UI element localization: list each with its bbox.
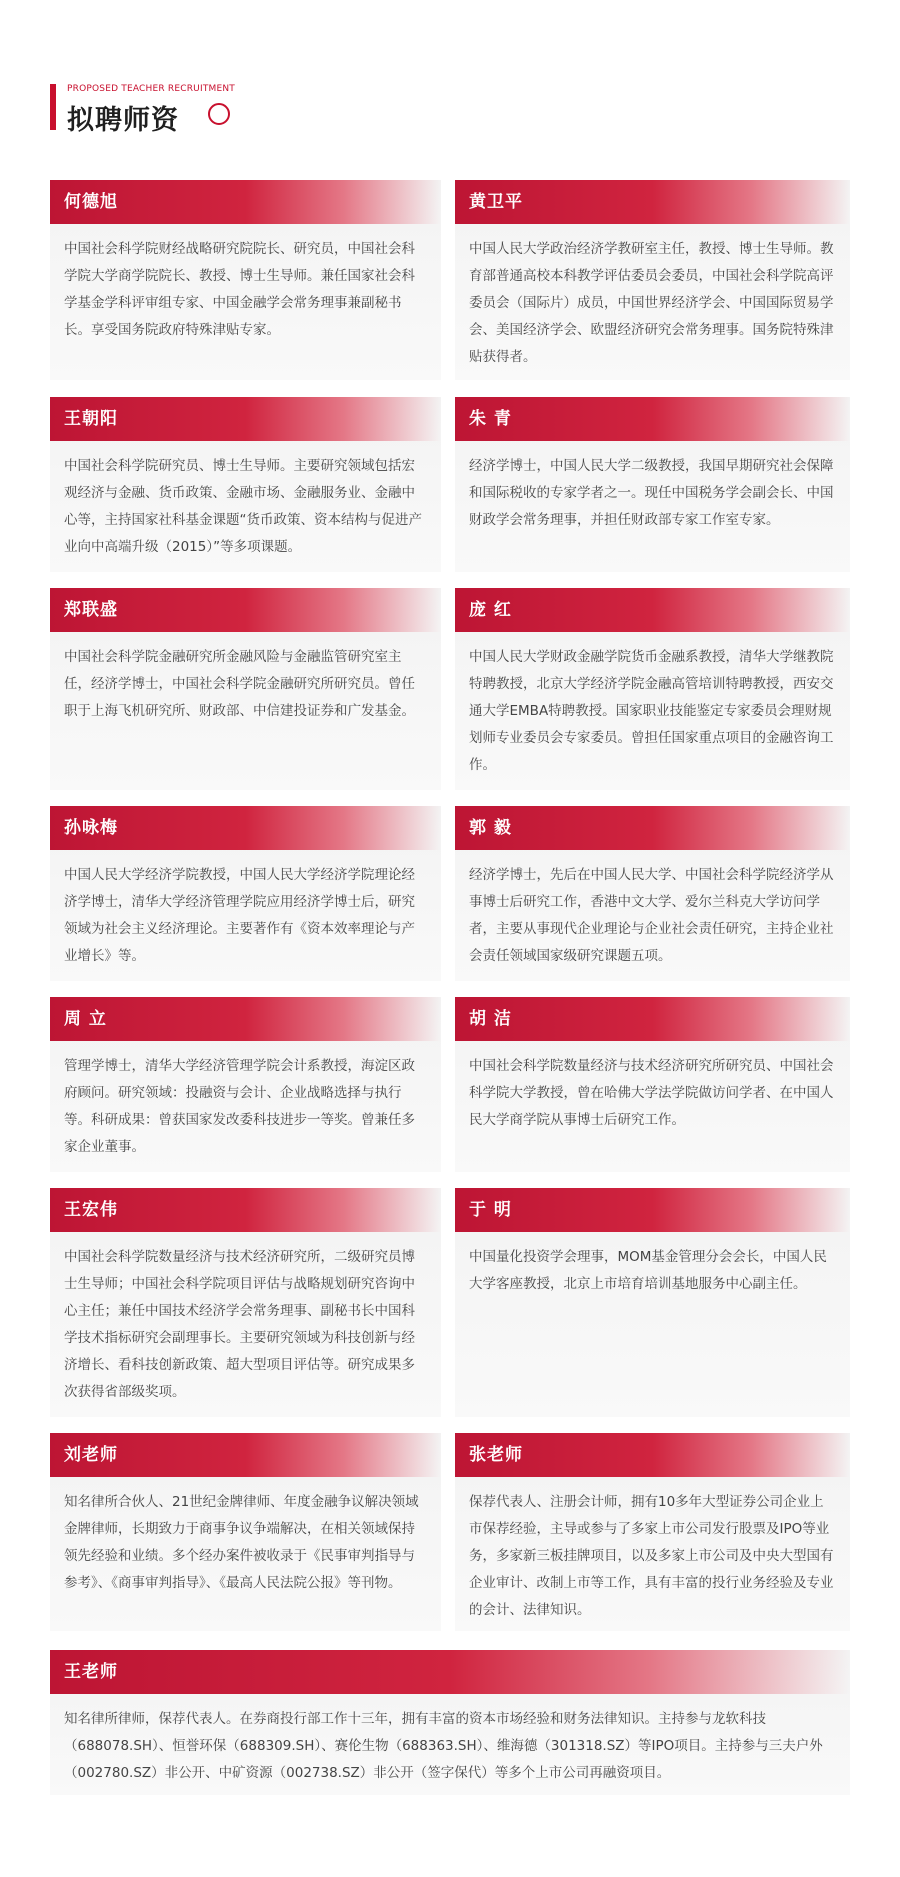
teacher-card-header	[50, 397, 441, 441]
decorative-circle-icon	[208, 103, 230, 125]
teacher-bio: 中国人民大学财政金融学院货币金融系教授，清华大学继教院特聘教授，北京大学经济学院金融高管培训特聘教授，西安交通大学EMBA特聘教授。国家职业技能鉴定专家委员会理财规划师专业委员会专家委员。曾担任国家重点项目的金融咨询工作。	[469, 649, 834, 773]
teacher-card-header	[455, 1188, 850, 1232]
teacher-name: 张老师	[469, 1445, 523, 1465]
teacher-card-header	[455, 180, 850, 224]
teacher-card-header	[50, 1433, 441, 1477]
teacher-bio: 中国社会科学院金融研究所金融风险与金融监管研究室主任，经济学博士，中国社会科学院金融研究所研究员。曾任职于上海飞机研究所、财政部、中信建投证券和广发基金。	[64, 649, 415, 719]
teacher-card	[455, 1188, 850, 1417]
teacher-card-header	[50, 806, 441, 850]
teacher-name: 郑联盛	[64, 600, 118, 620]
teacher-bio: 知名律所合伙人、21世纪金牌律师、年度金融争议解决领域金牌律师，长期致力于商事争议争端解决，在相关领域保持领先经验和业绩。多个经办案件被收录于《民事审判指导与参考》、《商事审判指导》、《最高人民法院公报》等刊物。	[64, 1494, 419, 1591]
header-accent-bar	[50, 84, 56, 130]
teacher-card-header	[50, 1188, 441, 1232]
teacher-card	[50, 180, 441, 380]
teacher-name: 周 立	[64, 1009, 107, 1029]
teacher-card-header	[455, 1433, 850, 1477]
teacher-card	[50, 1188, 441, 1417]
teacher-bio: 经济学博士，中国人民大学二级教授，我国早期研究社会保障和国际税收的专家学者之一。现任中国税务学会副会长、中国财政学会常务理事，并担任财政部专家工作室专家。	[469, 458, 834, 528]
teacher-name: 王朝阳	[64, 409, 118, 429]
teacher-name: 郭 毅	[469, 818, 512, 838]
teacher-bio: 中国人民大学政治经济学教研室主任，教授、博士生导师。教育部普通高校本科教学评估委员会委员，中国社会科学院高评委员会（国际片）成员，中国世界经济学会、中国国际贸易学会、美国经济学会、欧盟经济研究会常务理事。国务院特殊津贴获得者。	[469, 241, 834, 365]
teacher-name: 何德旭	[64, 192, 118, 212]
teacher-card	[455, 806, 850, 981]
teacher-bio: 中国量化投资学会理事，MOM基金管理分会会长，中国人民大学客座教授，北京上市培育培训基地服务中心副主任。	[469, 1249, 827, 1292]
teacher-name: 黄卫平	[469, 192, 523, 212]
teacher-card	[455, 588, 850, 790]
teacher-name: 王宏伟	[64, 1200, 118, 1220]
teacher-bio: 中国人民大学经济学院教授，中国人民大学经济学院理论经济学博士，清华大学经济管理学院应用经济学博士后，研究领域为社会主义经济理论。主要著作有《资本效率理论与产业增长》等。	[64, 867, 415, 964]
teacher-card	[455, 997, 850, 1172]
teacher-name: 朱 青	[469, 409, 512, 429]
teacher-bio: 保荐代表人、注册会计师，拥有10多年大型证券公司企业上市保荐经验，主导或参与了多家上市公司发行股票及IPO等业务，多家新三板挂牌项目，以及多家上市公司及中央大型国有企业审计、改制上市等工作，具有丰富的投行业务经验及专业的会计、法律知识。	[469, 1494, 834, 1618]
teacher-card-header	[455, 397, 850, 441]
teacher-card-header	[50, 997, 441, 1041]
teacher-name: 王老师	[64, 1662, 118, 1682]
header-subtitle: PROPOSED TEACHER RECRUITMENT	[67, 84, 235, 94]
teacher-card-header	[50, 1650, 850, 1694]
teacher-card	[50, 806, 441, 981]
teacher-card	[455, 397, 850, 572]
teacher-card	[455, 180, 850, 380]
teacher-name: 刘老师	[64, 1445, 118, 1465]
page-title: 拟聘师资	[67, 105, 179, 136]
teacher-card	[50, 1433, 441, 1631]
teacher-name: 孙咏梅	[64, 818, 118, 838]
teacher-card	[50, 588, 441, 790]
teacher-name: 于 明	[469, 1200, 512, 1220]
teacher-bio: 中国社会科学院数量经济与技术经济研究所，二级研究员博士生导师；中国社会科学院项目评估与战略规划研究咨询中心主任；兼任中国技术经济学会常务理事、副秘书长中国科学技术指标研究会副理事长。主要研究领域为科技创新与经济增长、看科技创新政策、超大型项目评估等。研究成果多次获得省部级奖项。	[64, 1249, 415, 1400]
teacher-card	[455, 1433, 850, 1631]
teacher-card-header	[455, 588, 850, 632]
teacher-bio: 中国社会科学院数量经济与技术经济研究所研究员、中国社会科学院大学教授，曾在哈佛大学法学院做访问学者、在中国人民大学商学院从事博士后研究工作。	[469, 1058, 834, 1128]
teacher-bio: 经济学博士，先后在中国人民大学、中国社会科学院经济学从事博士后研究工作，香港中文大学、爱尔兰科克大学访问学者，主要从事现代企业理论与企业社会责任研究，主持企业社会责任领域国家级研究课题五项。	[469, 867, 834, 964]
teacher-card-header	[50, 588, 441, 632]
teacher-bio: 中国社会科学院财经战略研究院院长、研究员，中国社会科学院大学商学院院长、教授、博士生导师。兼任国家社会科学基金学科评审组专家、中国金融学会常务理事兼副秘书长。享受国务院政府特殊津贴专家。	[64, 241, 415, 338]
teacher-card	[50, 397, 441, 572]
teacher-card	[50, 997, 441, 1172]
teacher-card-header	[455, 806, 850, 850]
teacher-bio: 管理学博士，清华大学经济管理学院会计系教授，海淀区政府顾问。研究领域：投融资与会计、企业战略选择与执行等。科研成果：曾获国家发改委科技进步一等奖。曾兼任多家企业董事。	[64, 1058, 415, 1155]
teacher-name: 庞 红	[469, 600, 512, 620]
teacher-bio: 中国社会科学院研究员、博士生导师。主要研究领域包括宏观经济与金融、货币政策、金融市场、金融服务业、金融中心等，主持国家社科基金课题“货币政策、资本结构与促进产业向中高端升级（2015）”等多项课题。	[64, 458, 422, 555]
teacher-card-header	[455, 997, 850, 1041]
teacher-bio: 知名律所律师，保荐代表人。在券商投行部工作十三年，拥有丰富的资本市场经验和财务法律知识。主持参与龙软科技（688078.SH）、恒誉环保（688309.SH）、赛伦生物（688363.SH）、维海德（301318.SZ）等IPO项目。主持参与三夫户外（002780.SZ）非公开、中矿资源（002738.SZ）非公开（签字保代）等多个上市公司再融资项目。	[64, 1711, 823, 1781]
teacher-card-header	[50, 180, 441, 224]
teacher-card-wide	[50, 1650, 850, 1795]
teacher-name: 胡 洁	[469, 1009, 512, 1029]
